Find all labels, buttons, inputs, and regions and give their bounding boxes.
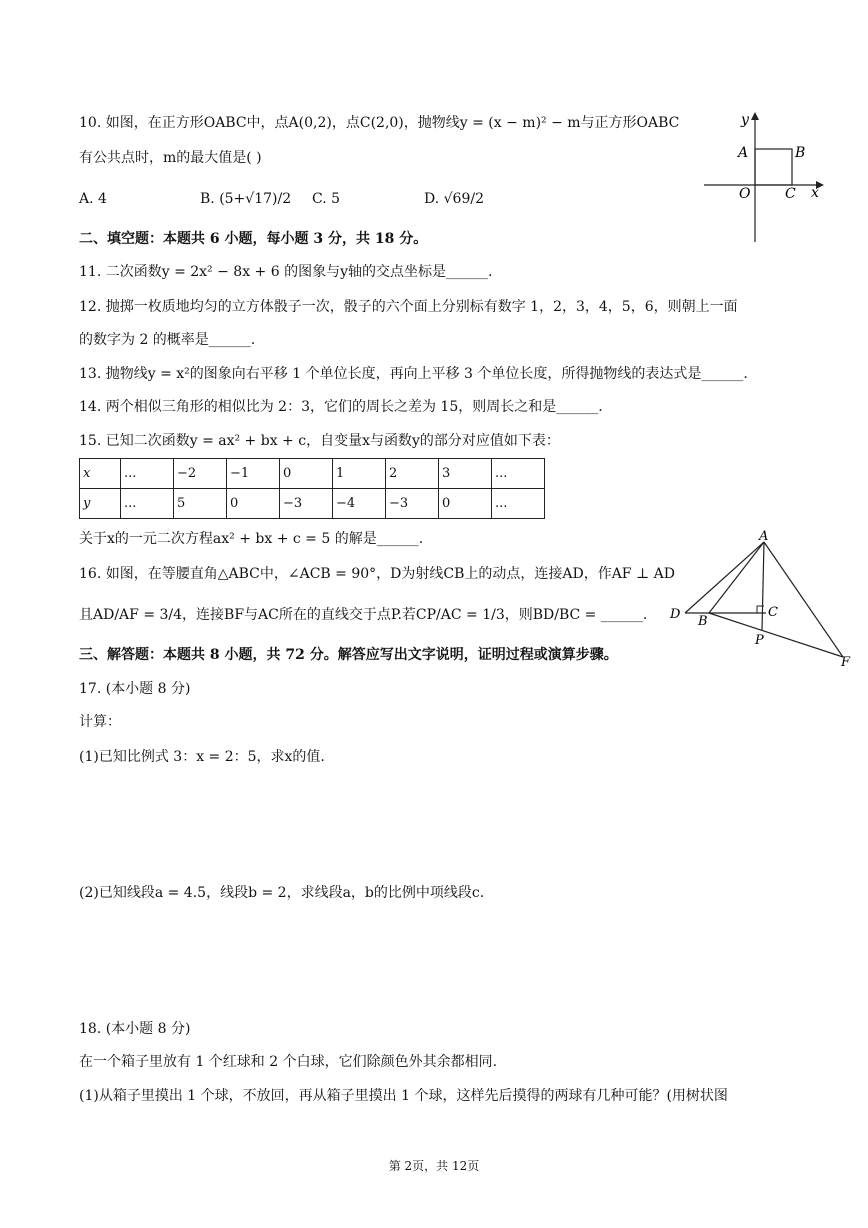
- table-cell: ...: [121, 489, 174, 519]
- label-o: O: [739, 186, 751, 202]
- label-y: y: [741, 112, 749, 128]
- q12-line2: 的数字为 2 的概率是______.: [79, 332, 256, 348]
- q10-option-d: D. √69/2: [424, 191, 484, 207]
- label-p: P: [755, 633, 764, 648]
- table-cell: −1: [227, 459, 280, 489]
- q11: 11. 二次函数y = 2x² − 8x + 6 的图象与y轴的交点坐标是______.: [79, 264, 493, 280]
- page-footer: 第 2页，共 12页: [388, 1159, 480, 1173]
- q10-line1: 10. 如图，在正方形OABC中，点A(0,2)，点C(2,0)，抛物线y = (x − m)² − m与正方形OABC: [79, 115, 680, 131]
- label-a: A: [759, 530, 769, 544]
- table-cell: 3: [439, 459, 492, 489]
- q10-figure: [700, 108, 830, 248]
- table-cell: ...: [492, 459, 545, 489]
- q14: 14. 两个相似三角形的相似比为 2：3，它们的周长之差为 15，则周长之和是______.: [79, 399, 603, 415]
- table-cell: ...: [121, 459, 174, 489]
- q17-part2: (2)已知线段a = 4.5，线段b = 2，求线段a，b的比例中项线段c.: [79, 885, 485, 901]
- segment-af: [764, 542, 843, 657]
- segment-ad: [685, 542, 764, 613]
- table-cell: 1: [333, 459, 386, 489]
- q10-options: [79, 187, 499, 217]
- q17-header: 17. (本小题 8 分): [79, 681, 191, 697]
- q16-line2: 且AD/AF = 3/4，连接BF与AC所在的直线交于点P.若CP/AC = 1/3，则BD/BC = ______.: [79, 607, 648, 623]
- table-cell: −4: [333, 489, 386, 519]
- q16-figure: [665, 530, 860, 670]
- q18-intro: 在一个箱子里放有 1 个红球和 2 个白球，它们除颜色外其余都相同.: [79, 1054, 498, 1070]
- table-cell: 2: [386, 459, 439, 489]
- square-oabc: [755, 149, 792, 185]
- section2-heading: 二、填空题：本题共 6 小题，每小题 3 分，共 18 分。: [79, 231, 428, 247]
- table-cell: y: [80, 489, 121, 519]
- q10-option-c: C. 5: [312, 191, 341, 207]
- q18-part1: (1)从箱子里摸出 1 个球，不放回，再从箱子里摸出 1 个球，这样先后摸得的两球有几种可能？(用树状图: [79, 1088, 728, 1104]
- q10-line2: 有公共点时，m的最大值是( ): [79, 150, 262, 166]
- table-row: [80, 459, 545, 489]
- q12-line1: 12. 抛掷一枚质地均匀的立方体骰子一次，骰子的六个面上分别标有数字 1，2，3，4，5，6，则朝上一面: [79, 299, 738, 315]
- label-c: C: [785, 186, 796, 202]
- q15-value-table: [79, 458, 545, 519]
- table-cell: 0: [227, 489, 280, 519]
- segment-ab: [709, 542, 764, 613]
- table-cell: 0: [439, 489, 492, 519]
- section3-heading: 三、解答题：本题共 8 小题，共 72 分。解答应写出文字说明，证明过程或演算步骤。: [79, 647, 618, 663]
- y-axis-arrow: [751, 112, 759, 120]
- label-b: B: [698, 614, 708, 629]
- label-c: C: [768, 605, 778, 620]
- table-cell: −2: [174, 459, 227, 489]
- q16-line1: 16. 如图，在等腰直角△ABC中，∠ACB = 90°，D为射线CB上的动点，连接AD，作AF ⊥ AD: [79, 566, 675, 582]
- label-d: D: [670, 607, 681, 622]
- q10-option-a: A. 4: [79, 191, 107, 207]
- table-cell: ...: [492, 489, 545, 519]
- q15-line2: 关于x的一元二次方程ax² + bx + c = 5 的解是______.: [79, 531, 424, 547]
- table-cell: x: [80, 459, 121, 489]
- label-a: A: [738, 145, 749, 161]
- label-b: B: [795, 145, 806, 161]
- table-cell: −3: [280, 489, 333, 519]
- segment-ac-extended: [762, 542, 764, 630]
- label-f: F: [841, 655, 851, 670]
- label-x: x: [811, 185, 819, 201]
- q17-intro: 计算：: [79, 714, 121, 730]
- q13: 13. 抛物线y = x²的图象向右平移 1 个单位长度，再向上平移 3 个单位长度，所得抛物线的表达式是______.: [79, 366, 748, 382]
- table-cell: 5: [174, 489, 227, 519]
- table-row: [80, 489, 545, 519]
- q15-line1: 15. 已知二次函数y = ax² + bx + c，自变量x与函数y的部分对应值如下表：: [79, 433, 560, 449]
- q10-option-b: B. (5+√17)/2: [200, 191, 292, 207]
- q18-header: 18. (本小题 8 分): [79, 1021, 191, 1037]
- table-cell: −3: [386, 489, 439, 519]
- table-cell: 0: [280, 459, 333, 489]
- q17-part1: (1)已知比例式 3：x = 2：5，求x的值.: [79, 749, 325, 765]
